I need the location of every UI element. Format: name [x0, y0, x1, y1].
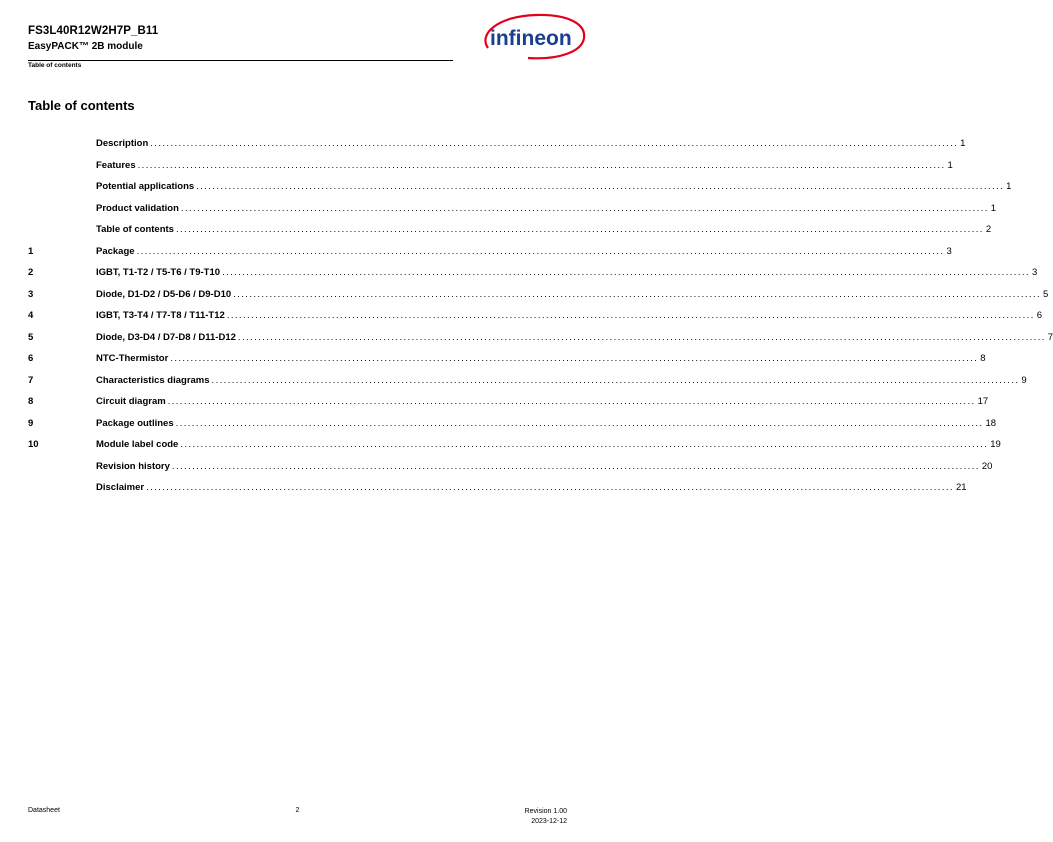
toc-dot-leader: ........................................................................................................................................................................................................	[233, 288, 1042, 300]
toc-entry[interactable]	[96, 138, 966, 149]
toc-dot-leader: ........................................................................................................................................................................................................	[180, 202, 989, 214]
header-section-label: Table of contents	[28, 62, 82, 69]
toc-row[interactable]	[28, 181, 1012, 203]
toc-entry[interactable]	[96, 417, 997, 429]
toc-page-number[interactable]: 1	[990, 202, 997, 214]
toc-entry[interactable]	[96, 202, 997, 214]
toc-dot-leader: ........................................................................................................................................................................................................	[237, 331, 1046, 343]
toc-label[interactable]: Revision history	[96, 460, 170, 472]
toc-dot-leader: ........................................................................................................................................................................................................	[171, 460, 980, 472]
toc-number: 9	[28, 417, 34, 429]
toc-row[interactable]	[28, 159, 953, 182]
document-header	[28, 25, 453, 52]
footer-revision: Revision 1.00	[524, 808, 567, 815]
toc-list	[28, 138, 1053, 504]
toc-dot-leader: ........................................................................................................................................................................................................	[180, 439, 989, 450]
toc-entry[interactable]	[96, 460, 993, 472]
toc-row[interactable]	[28, 396, 989, 418]
toc-row[interactable]	[28, 482, 967, 504]
toc-entry[interactable]	[96, 396, 989, 407]
toc-label[interactable]: IGBT, T3-T4 / T7-T8 / T11-T12	[96, 310, 225, 321]
toc-label[interactable]: IGBT, T1-T2 / T5-T6 / T9-T10	[96, 267, 221, 278]
toc-page-number[interactable]: 6	[1036, 310, 1042, 321]
toc-number: 4	[28, 310, 34, 321]
toc-label[interactable]: Circuit diagram	[96, 396, 166, 407]
toc-dot-leader: ........................................................................................................................................................................................................	[196, 181, 1005, 192]
toc-row[interactable]	[28, 439, 1001, 461]
toc-page-number[interactable]: 8	[980, 353, 986, 364]
toc-dot-leader: ........................................................................................................................................................................................................	[211, 374, 1020, 386]
page-title: Table of contents	[28, 98, 135, 113]
toc-number: 6	[28, 353, 34, 364]
toc-entry[interactable]	[96, 353, 986, 364]
toc-row[interactable]	[28, 224, 992, 246]
toc-dot-leader: ........................................................................................................................................................................................................	[226, 310, 1035, 321]
toc-row[interactable]	[28, 460, 993, 483]
toc-page-number[interactable]: 17	[977, 396, 989, 407]
toc-entry[interactable]	[96, 224, 992, 235]
toc-page-number[interactable]: 5	[1043, 288, 1049, 300]
toc-page-number[interactable]: 20	[981, 460, 993, 472]
toc-entry[interactable]	[96, 331, 1053, 343]
toc-number: 10	[28, 439, 39, 450]
toc-dot-leader: ........................................................................................................................................................................................................	[167, 396, 976, 407]
toc-dot-leader: ........................................................................................................................................................................................................	[136, 245, 945, 257]
toc-dot-leader: ........................................................................................................................................................................................................	[222, 267, 1030, 278]
toc-label[interactable]: Description	[96, 138, 149, 149]
toc-page-number[interactable]: 7	[1047, 331, 1053, 343]
toc-label[interactable]: Potential applications	[96, 181, 195, 192]
toc-label[interactable]: NTC-Thermistor	[96, 353, 169, 364]
toc-entry[interactable]	[96, 374, 1027, 386]
toc-dot-leader: ........................................................................................................................................................................................................	[150, 138, 959, 149]
toc-label[interactable]: Characteristics diagrams	[96, 374, 210, 386]
toc-entry[interactable]	[96, 159, 953, 171]
toc-entry[interactable]	[96, 245, 952, 257]
toc-row[interactable]	[28, 417, 997, 440]
toc-page-number[interactable]: 1	[947, 159, 953, 171]
footer-revision-block	[525, 807, 567, 827]
toc-row[interactable]	[28, 245, 952, 268]
toc-dot-leader: ........................................................................................................................................................................................................	[170, 353, 979, 364]
toc-number: 3	[28, 288, 34, 300]
toc-label[interactable]: Disclaimer	[96, 482, 145, 493]
toc-entry[interactable]	[96, 439, 1001, 450]
toc-label[interactable]: Product validation	[96, 202, 179, 214]
toc-page-number[interactable]: 3	[946, 245, 952, 257]
toc-entry[interactable]	[96, 288, 1049, 300]
toc-dot-leader: ........................................................................................................................................................................................................	[146, 482, 954, 493]
toc-label[interactable]: Table of contents	[96, 224, 174, 235]
toc-dot-leader: ........................................................................................................................................................................................................	[175, 224, 984, 235]
toc-dot-leader: ........................................................................................................................................................................................................	[175, 417, 984, 429]
product-name: FS3L40R12W2H7P_B11	[28, 25, 159, 37]
toc-label[interactable]: Module label code	[96, 439, 179, 450]
product-subtitle: EasyPACK™ 2B module	[28, 41, 143, 52]
toc-label[interactable]: Package outlines	[96, 417, 174, 429]
toc-row[interactable]	[28, 374, 1027, 397]
toc-row[interactable]	[28, 288, 1049, 311]
toc-row[interactable]	[28, 202, 997, 225]
toc-label[interactable]: Diode, D3-D4 / D7-D8 / D11-D12	[96, 331, 236, 343]
toc-number: 1	[28, 245, 34, 257]
footer-page-number: 2	[295, 807, 300, 814]
footer-date: 2023-12-12	[531, 818, 567, 825]
toc-row[interactable]	[28, 267, 1038, 289]
toc-number: 5	[28, 331, 34, 343]
toc-label[interactable]: Features	[96, 159, 136, 171]
footer-doc-type: Datasheet	[28, 807, 60, 814]
toc-entry[interactable]	[96, 482, 967, 493]
header-divider	[28, 60, 453, 61]
toc-page-number[interactable]: 1	[960, 138, 966, 149]
infineon-logo	[478, 12, 586, 60]
toc-row[interactable]	[28, 138, 966, 160]
toc-page-number[interactable]: 9	[1021, 374, 1027, 386]
toc-row[interactable]	[28, 331, 1053, 354]
toc-dot-leader: ........................................................................................................................................................................................................	[137, 159, 946, 171]
toc-page-number[interactable]: 2	[985, 224, 992, 235]
toc-number: 2	[28, 267, 34, 278]
toc-number: 8	[28, 396, 34, 407]
toc-entry[interactable]	[96, 267, 1038, 278]
toc-page-number[interactable]: 21	[955, 482, 967, 493]
toc-label[interactable]: Package	[96, 245, 135, 257]
logo-wordmark: infineon	[490, 27, 572, 50]
toc-page-number[interactable]: 3	[1031, 267, 1038, 278]
toc-label[interactable]: Diode, D1-D2 / D5-D6 / D9-D10	[96, 288, 232, 300]
toc-page-number[interactable]: 18	[985, 417, 997, 429]
toc-row[interactable]	[28, 353, 986, 375]
toc-page-number[interactable]: 1	[1006, 181, 1012, 192]
toc-row[interactable]	[28, 310, 1042, 332]
toc-entry[interactable]	[96, 181, 1012, 192]
toc-number: 7	[28, 374, 34, 386]
toc-page-number[interactable]: 19	[990, 439, 1001, 450]
toc-entry[interactable]	[96, 310, 1042, 321]
